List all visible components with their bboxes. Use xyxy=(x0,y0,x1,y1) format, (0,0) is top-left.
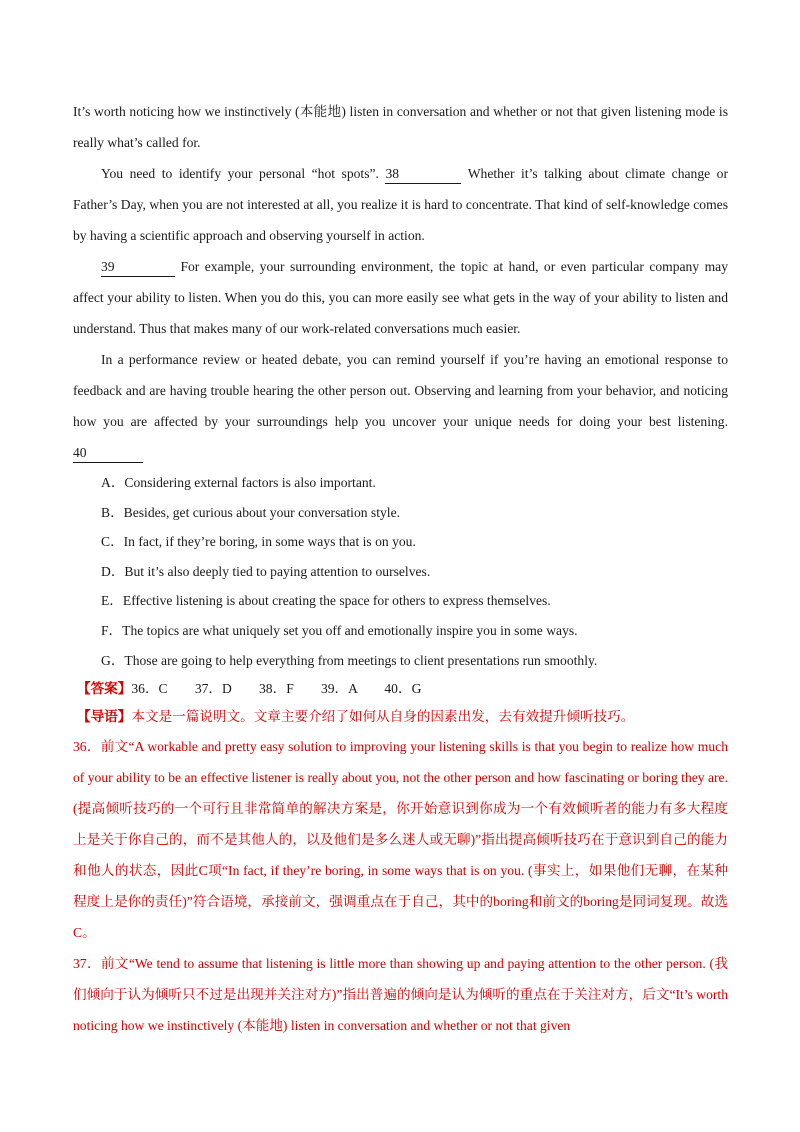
option-e: E．Effective listening is about creating the space for others to express themselves. xyxy=(101,593,551,609)
passage-paragraph-2 xyxy=(73,158,728,251)
document-body xyxy=(73,96,728,1041)
answer-tag: 【答案】 xyxy=(77,681,132,697)
blank-40: 40 xyxy=(73,444,143,463)
options-list xyxy=(73,468,728,675)
blank-38: 38 xyxy=(385,165,461,184)
passage-paragraph-4 xyxy=(73,344,728,468)
guide-line xyxy=(73,703,728,731)
passage-paragraph-1: It’s worth noticing how we instinctively (本能地) listen in conversation and whether or not that given listening mode is really what’s called for. xyxy=(73,104,728,150)
option-f: F．The topics are what uniquely set you off and emotionally inspire you in some ways. xyxy=(101,622,578,638)
option-a: A．Considering external factors is also important. xyxy=(101,475,376,490)
p2-text-b: Whether it’s talking about climate change or Father’s Day, when you are not interested at all, you realize it is hard to concentrate. That kind of self-knowledge comes by having a scientific approach and observing yourself in action. xyxy=(73,166,729,243)
explanation-37: 37．前文“We tend to assume that listening is little more than showing up and paying attention to the other person. (我们倾向于认为倾听只不过是出现并关注对方)”指出普遍的倾向是认为倾听的重点在于关注对方，后文“It’s worth noticing how we instinctively (本能地) listen in conversation and whether or not that given xyxy=(73,956,728,1034)
answer-line xyxy=(73,675,728,703)
option-c: C．In fact, if they’re boring, in some ways that is on you. xyxy=(101,534,416,550)
blank-39: 39 xyxy=(101,258,175,277)
guide-tag: 【导语】 xyxy=(77,709,132,725)
p4-text-a: In a performance review or heated debate, you can remind yourself if you’re having an emotional response to feedback and are having trouble hearing the other person out. Observing and learning from your behavior, and noticing how you are affected by your surroundings help you uncover your unique needs for doing your best listening. xyxy=(73,352,728,429)
option-d: D．But it’s also deeply tied to paying attention to ourselves. xyxy=(101,563,431,579)
explanation-36: 36．前文“A workable and pretty easy solution to improving your listening skills is that you begin to realize how much of your ability to be an effective listener is really about you, not the other person and how fascinating or boring they are. (提高倾听技巧的一个可行且非常简单的解决方案是，你开始意识到你成为一个有效倾听者的能力有多大程度上是关于你自己的，而不是其他人的，以及他们是多么迷人或无聊)”指出提高倾听技巧在于意识到自己的能力和他人的状态，因此C项“In fact, if they’re boring, in some ways that is on you. (事实上，如果他们无聊，在某种程度上是你的责任)”符合语境，承接前文，强调重点在于自己，其中的boring和前文的boring是同词复现。故选C。 xyxy=(73,739,728,941)
option-g: G．Those are going to help everything from meetings to client presentations run smoothly. xyxy=(101,652,598,668)
p3-text-b: For example, your surrounding environment, the topic at hand, or even particular company may affect your ability to listen. When you do this, you can more easily see what gets in the way of your ability to listen and understand. Thus that makes many of our work-related conversations much easier. xyxy=(73,259,728,336)
guide-text: 本文是一篇说明文。文章主要介绍了如何从自身的因素出发，去有效提升倾听技巧。 xyxy=(131,709,635,725)
option-b: B．Besides, get curious about your conversation style. xyxy=(101,504,401,520)
answer-text: 36．C 37．D 38．F 39．A 40．G xyxy=(131,681,422,697)
p2-text-a: You need to identify your personal “hot spots”. xyxy=(101,166,386,181)
passage-paragraph-3 xyxy=(73,251,728,344)
